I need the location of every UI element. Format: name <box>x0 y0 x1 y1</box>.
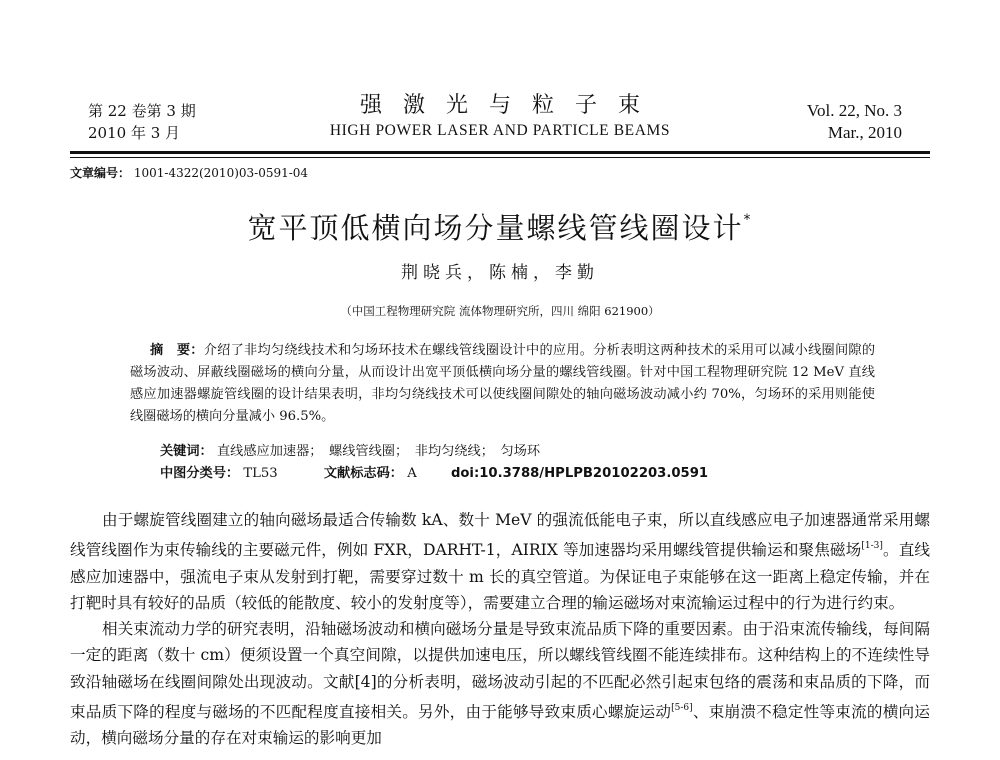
citation: [5-6] <box>671 703 693 714</box>
keywords <box>160 441 540 463</box>
article-number <box>70 165 308 181</box>
journal-name-en: HIGH POWER LASER AND PARTICLE BEAMS <box>329 122 671 139</box>
journal-name-cn: 强激光与粒子束 <box>359 93 661 118</box>
issue-date-en: Mar., 2010 <box>827 123 902 142</box>
paragraph: 由于螺旋管线圈建立的轴向磁场最适合传输数 kA、数十 MeV 的强流低能电子束，所以直线感应电子加速器通常采用螺线管线圈作为束传输线的主要磁元件，例如 FXR，DARHT-1，AIRIX 等加速器均采用螺线管提供输运和聚焦磁场[1-3]。直线感应加速器中，强流电子束从发射到打靶，需要穿过数十 m 长的真空管道。为保证电子束能够在这一距离上稳定传输，并在打靶时具有较好的品质（较低的能散度、较小的发射度等），需要建立合理的输运磁场对束流输运过程中的行为进行约束。 <box>70 511 930 612</box>
volume-issue: 第 22 卷第 3 期 <box>88 102 196 120</box>
document-code-value: A <box>407 466 417 481</box>
keywords-text: 直线感应加速器； 螺线管线圈； 非均匀绕线； 匀场环 <box>216 444 541 459</box>
header-rule-thick <box>70 151 930 154</box>
classification-value: TL53 <box>243 466 278 481</box>
abstract <box>130 340 875 428</box>
issue-info <box>88 100 196 144</box>
article-number-value: 1001-4322(2010)03-0591-04 <box>133 166 309 180</box>
paper-title-text: 宽平顶低横向场分量螺线管线圈设计 <box>247 211 744 245</box>
affiliation: （中国工程物理研究院 流体物理研究所，四川 绵阳 621900） <box>340 304 660 318</box>
abstract-label: 摘 要： <box>150 343 204 358</box>
article-number-label: 文章编号： <box>70 166 131 180</box>
paragraph: 相关束流动力学的研究表明，沿轴磁场波动和横向磁场分量是导致束流品质下降的重要因素。由于沿束流传输线，每间隔一定的距离（数十 cm）便须设置一个真空间隙，以提供加速电压，所以螺线管线圈不能连续排布。这种结构上的不连续性导致沿轴磁场在线圈间隙处出现波动。文献[4]的分析表明，磁场波动引起的不匹配必然引起束包络的震荡和束品质的下降，而束品质下降的程度与磁场的不匹配程度直接相关。另外，由于能够导致束质心螺旋运动[5-6]、束崩溃不稳定性等束流的横向运动，横向磁场分量的存在对束输运的影响更加 <box>70 620 930 748</box>
header-rule-thin <box>70 157 930 158</box>
classification-label: 中图分类号： <box>160 466 240 481</box>
authors: 荆晓兵，陈楠，李勤 <box>401 263 599 283</box>
classification <box>160 463 708 485</box>
paper-title <box>0 200 1000 248</box>
keywords-label: 关键词： <box>160 444 213 459</box>
issue-info-en <box>807 100 902 144</box>
doi: doi:10.3788/HPLPB20102203.0591 <box>450 466 709 481</box>
abstract-text: 介绍了非均匀绕线技术和匀场环技术在螺线管线圈设计中的应用。分析表明这两种技术的采用可以减小线圈间隙的磁场波动、屏蔽线圈磁场的横向分量，从而设计出宽平顶低横向场分量的螺线管线圈。针对中国工程物理研究院 12 MeV 直线感应加速器螺旋管线圈的设计结果表明，非均匀绕线技术可以使线圈间隙处的轴向磁场波动减小约 70%，匀场环的采用则能使线圈磁场的横向分量减小 96.5%。 <box>130 343 876 424</box>
document-code-label: 文献标志码： <box>323 466 403 481</box>
citation: [1-3] <box>861 541 883 552</box>
volume-issue-en: Vol. 22, No. 3 <box>806 101 902 120</box>
journal-name <box>250 92 750 142</box>
title-footnote-mark: * <box>743 212 753 228</box>
issue-date: 2010 年 3 月 <box>88 124 181 142</box>
body-text <box>70 507 930 752</box>
